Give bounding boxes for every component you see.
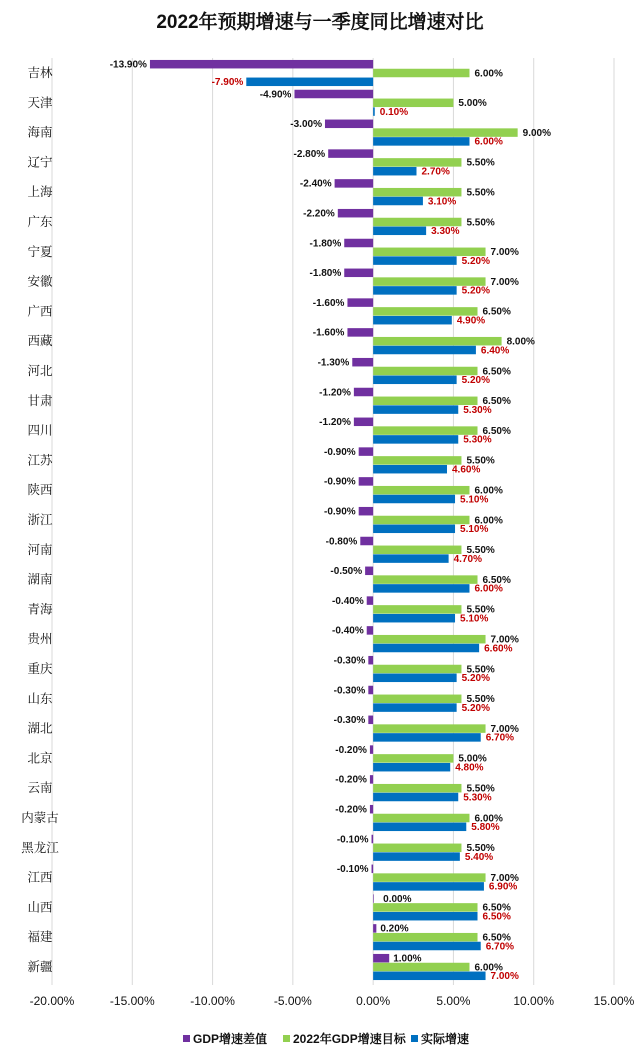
data-label-gdp-target: 6.50% [482, 366, 511, 378]
category-label: 江苏 [27, 453, 53, 468]
data-label-gdp-target: 6.50% [482, 574, 511, 586]
data-label-gdp-diff: -0.10% [336, 834, 369, 846]
data-label-actual-growth: -7.90% [211, 77, 244, 89]
bar-actual-growth [373, 435, 458, 444]
bar-gdp-diff [368, 716, 373, 725]
bar-actual-growth [373, 614, 455, 623]
data-label-gdp-diff: -0.50% [330, 566, 363, 578]
data-label-gdp-diff: -0.90% [324, 476, 356, 488]
bar-gdp-diff [325, 120, 373, 129]
data-label-gdp-target: 8.00% [506, 336, 535, 348]
data-label-gdp-diff: -0.20% [335, 774, 367, 786]
bar-actual-growth [373, 733, 481, 742]
category-label: 福建 [27, 930, 53, 945]
data-label-actual-growth: 5.20% [461, 702, 490, 714]
data-label-actual-growth: 6.40% [480, 345, 510, 357]
bar-gdp-diff [294, 90, 373, 99]
data-label-actual-growth: 5.30% [463, 434, 492, 446]
bar-gdp-target [373, 695, 461, 704]
bar-gdp-target [373, 754, 453, 763]
bar-actual-growth [373, 852, 460, 861]
bar-gdp-target [373, 69, 469, 78]
bar-actual-growth [373, 584, 469, 593]
data-label-gdp-diff: -0.40% [332, 595, 364, 607]
x-tick-label: 15.00% [593, 994, 635, 1008]
bar-actual-growth [373, 763, 450, 772]
data-label-gdp-target: 6.00% [474, 68, 503, 80]
bar-gdp-diff [372, 865, 374, 874]
bar-gdp-diff [359, 477, 373, 486]
data-label-gdp-diff: -1.60% [312, 327, 345, 339]
bar-gdp-target [373, 128, 518, 137]
data-label-gdp-diff: -0.20% [335, 744, 367, 756]
data-label-actual-growth: 5.80% [471, 822, 500, 834]
data-label-gdp-diff: -1.20% [319, 417, 351, 429]
legend-label: 实际增速 [421, 1032, 470, 1046]
bar-gdp-target [373, 516, 469, 525]
data-label-actual-growth: 4.60% [452, 464, 481, 476]
bar-gdp-diff [370, 805, 373, 814]
bar-actual-growth [373, 137, 469, 146]
bar-actual-growth [246, 78, 373, 87]
bar-actual-growth [373, 972, 485, 981]
category-label: 西藏 [27, 334, 53, 349]
data-label-gdp-diff: -1.30% [317, 357, 350, 369]
data-label-actual-growth: 5.30% [463, 792, 492, 804]
data-label-actual-growth: 2.70% [421, 166, 450, 178]
bar-gdp-target [373, 635, 485, 644]
data-label-gdp-diff: -0.40% [332, 625, 364, 637]
bar-actual-growth [373, 197, 423, 206]
bar-gdp-target [373, 188, 461, 197]
data-label-actual-growth: 6.70% [485, 732, 515, 744]
data-label-actual-growth: 7.00% [490, 971, 519, 983]
category-label: 浙江 [27, 513, 53, 527]
data-label-actual-growth: 6.60% [484, 643, 513, 655]
data-label-actual-growth: 5.10% [460, 494, 489, 506]
bar-gdp-diff [347, 298, 373, 307]
data-label-gdp-target: 5.00% [458, 753, 487, 765]
data-label-gdp-target: 5.00% [458, 98, 487, 110]
bar-gdp-diff [368, 656, 373, 665]
bar-gdp-target [373, 397, 477, 406]
data-label-actual-growth: 6.90% [488, 881, 518, 893]
category-label: 贵州 [27, 632, 53, 647]
data-label-actual-growth: 5.20% [461, 285, 490, 297]
category-label: 青海 [27, 602, 53, 617]
bar-gdp-diff [150, 60, 373, 68]
data-label-gdp-target: 5.50% [466, 545, 495, 557]
bar-gdp-diff [352, 358, 373, 367]
data-label-gdp-diff: -1.80% [309, 268, 342, 280]
data-label-gdp-target: 6.50% [482, 306, 511, 318]
bar-gdp-diff [359, 447, 373, 456]
bar-gdp-target [373, 158, 461, 167]
bar-gdp-target [373, 337, 501, 346]
category-label: 宁夏 [27, 244, 53, 259]
x-tick-label: 5.00% [436, 994, 471, 1008]
bar-gdp-diff [359, 507, 373, 516]
data-label-gdp-target: 5.50% [466, 187, 495, 199]
data-label-gdp-diff: -13.90% [109, 59, 147, 71]
category-label: 吉林 [27, 66, 53, 80]
category-label: 四川 [27, 423, 53, 438]
x-tick-label: 10.00% [513, 994, 555, 1008]
bar-gdp-target [373, 844, 461, 853]
data-label-actual-growth: 6.00% [474, 136, 503, 148]
category-label: 云南 [27, 781, 53, 796]
legend-label: GDP增速差值 [193, 1032, 268, 1046]
bar-actual-growth [373, 286, 456, 295]
bar-gdp-diff [367, 596, 373, 605]
bar-gdp-diff [365, 567, 373, 576]
data-label-gdp-diff: 0.00% [383, 893, 412, 905]
data-label-actual-growth: 6.70% [485, 941, 515, 953]
bar-gdp-target [373, 426, 477, 435]
bar-gdp-diff [370, 745, 373, 754]
data-label-gdp-diff: -0.30% [333, 655, 366, 667]
data-label-gdp-diff: -3.00% [290, 119, 322, 131]
data-label-gdp-target: 5.50% [466, 455, 495, 467]
data-label-actual-growth: 3.10% [427, 196, 457, 208]
bar-gdp-diff [328, 149, 373, 158]
data-label-gdp-target: 7.00% [490, 247, 519, 259]
data-label-actual-growth: 6.50% [482, 911, 511, 923]
data-label-gdp-target: 5.50% [466, 783, 495, 795]
bar-gdp-target [373, 248, 485, 256]
bar-actual-growth [373, 376, 456, 385]
data-label-actual-growth: 5.20% [461, 673, 490, 685]
data-label-actual-growth: 5.20% [461, 255, 490, 267]
x-tick-label: 0.00% [356, 994, 391, 1008]
x-tick-label: -10.00% [190, 994, 235, 1008]
data-label-gdp-diff: 1.00% [393, 953, 422, 965]
data-label-gdp-target: 7.00% [490, 276, 519, 288]
data-label-gdp-target: 6.50% [482, 396, 511, 408]
bar-actual-growth [373, 256, 456, 265]
bar-gdp-diff [354, 418, 373, 427]
bar-gdp-target [373, 575, 477, 584]
bar-gdp-diff [373, 894, 374, 903]
bar-actual-growth [373, 465, 447, 474]
data-label-actual-growth: 6.00% [474, 583, 503, 595]
legend-swatch [283, 1035, 290, 1042]
bar-gdp-target [373, 784, 461, 793]
data-label-gdp-diff: -0.90% [324, 506, 356, 518]
category-label: 安徽 [27, 274, 53, 289]
data-label-gdp-diff: -4.90% [259, 89, 292, 101]
data-label-gdp-target: 6.00% [474, 813, 503, 825]
x-tick-label: -20.00% [29, 994, 75, 1008]
bar-gdp-target [373, 456, 461, 465]
legend-label: 2022年GDP增速目标 [293, 1032, 406, 1046]
category-label: 黑龙江 [21, 840, 59, 855]
bar-gdp-diff [344, 239, 373, 248]
category-label: 湖北 [27, 721, 53, 736]
bar-gdp-diff [338, 209, 373, 218]
bar-actual-growth [373, 674, 456, 683]
data-label-gdp-diff: -0.30% [333, 685, 366, 697]
category-label: 天津 [27, 95, 53, 110]
bar-gdp-diff [372, 835, 374, 844]
bar-actual-growth [373, 227, 426, 236]
chart-title: 2022年预期增速与一季度同比增速对比 [156, 12, 484, 33]
data-label-gdp-diff: -1.60% [312, 297, 345, 309]
category-label: 辽宁 [27, 155, 53, 170]
data-label-gdp-target: 5.50% [466, 664, 495, 676]
data-label-gdp-target: 9.00% [522, 127, 552, 139]
category-label: 甘肃 [27, 393, 53, 408]
data-label-gdp-diff: -0.90% [324, 446, 356, 458]
data-label-gdp-target: 5.50% [466, 694, 495, 706]
bar-actual-growth [373, 107, 375, 116]
category-label: 内蒙古 [21, 811, 59, 825]
data-label-gdp-target: 7.00% [490, 872, 519, 884]
bar-actual-growth [373, 167, 416, 176]
bar-actual-growth [373, 554, 448, 563]
category-label: 江西 [27, 870, 53, 885]
data-label-actual-growth: 4.90% [456, 315, 486, 327]
bar-gdp-diff [367, 626, 373, 635]
legend-swatch [183, 1035, 190, 1042]
data-label-actual-growth: 4.80% [455, 762, 484, 774]
data-label-gdp-target: 7.00% [490, 634, 519, 646]
data-label-gdp-diff: -0.10% [336, 864, 369, 876]
data-label-actual-growth: 5.20% [461, 375, 490, 387]
bar-gdp-target [373, 277, 485, 286]
data-label-gdp-diff: -1.20% [319, 387, 351, 399]
data-label-gdp-diff: -0.20% [335, 804, 367, 816]
bar-gdp-target [373, 605, 461, 614]
bar-actual-growth [373, 346, 476, 355]
data-label-gdp-diff: -1.80% [309, 238, 342, 250]
category-label: 山西 [27, 900, 53, 915]
data-label-actual-growth: 5.10% [460, 524, 489, 536]
bar-actual-growth [373, 525, 455, 534]
category-label: 上海 [27, 185, 53, 200]
data-label-gdp-diff: -2.80% [293, 148, 326, 160]
data-label-actual-growth: 0.10% [379, 106, 409, 118]
bar-gdp-target [373, 486, 469, 495]
data-label-gdp-target: 6.00% [474, 515, 503, 527]
bar-gdp-target [373, 546, 461, 555]
legend-swatch [411, 1035, 418, 1042]
bar-actual-growth [373, 495, 455, 504]
bar-gdp-target [373, 307, 477, 316]
bar-actual-growth [373, 823, 466, 832]
category-label: 湖南 [27, 572, 53, 587]
bar-gdp-target [373, 873, 485, 882]
bar-gdp-diff [373, 954, 389, 963]
bar-actual-growth [373, 316, 452, 325]
data-label-gdp-target: 6.00% [474, 485, 503, 497]
data-label-actual-growth: 4.70% [453, 553, 482, 565]
bar-gdp-target [373, 814, 469, 823]
category-label: 陕西 [27, 483, 53, 498]
bar-actual-growth [373, 793, 458, 802]
legend [183, 1031, 469, 1046]
data-label-gdp-target: 5.50% [466, 217, 495, 229]
data-label-gdp-target: 5.50% [466, 604, 495, 616]
bar-gdp-diff [373, 924, 376, 933]
data-label-gdp-target: 5.50% [466, 157, 495, 169]
data-label-gdp-target: 7.00% [490, 723, 519, 735]
category-label: 河北 [27, 364, 53, 378]
category-label: 北京 [27, 751, 53, 766]
data-label-actual-growth: 3.30% [431, 226, 460, 238]
bar-gdp-diff [344, 269, 373, 278]
bar-gdp-target [373, 218, 461, 227]
bar-gdp-target [373, 665, 461, 674]
data-label-gdp-target: 6.00% [474, 962, 503, 974]
data-label-gdp-target: 6.50% [482, 425, 511, 437]
data-label-gdp-target: 6.50% [482, 902, 511, 914]
bar-gdp-diff [335, 179, 374, 188]
bar-actual-growth [373, 882, 484, 891]
category-label: 重庆 [27, 662, 53, 676]
bar-gdp-target [373, 99, 453, 108]
category-label: 新疆 [27, 960, 53, 974]
x-tick-label: -5.00% [273, 994, 312, 1008]
data-label-gdp-diff: 0.20% [380, 923, 409, 935]
x-tick-label: -15.00% [109, 994, 155, 1008]
bar-gdp-diff [360, 537, 373, 546]
data-label-gdp-target: 6.50% [482, 932, 511, 944]
bar-gdp-target [373, 367, 477, 376]
category-label: 山东 [27, 691, 53, 706]
data-label-gdp-diff: -0.80% [325, 536, 358, 548]
bar-gdp-target [373, 724, 485, 733]
data-label-actual-growth: 5.30% [463, 404, 492, 416]
bar-gdp-diff [354, 388, 373, 397]
category-label: 广西 [27, 304, 53, 319]
bar-gdp-diff [370, 775, 373, 784]
data-label-actual-growth: 5.40% [464, 851, 494, 863]
bar-gdp-diff [347, 328, 373, 337]
bar-actual-growth [373, 644, 479, 653]
bar-actual-growth [373, 912, 477, 921]
bar-actual-growth [373, 703, 456, 712]
category-label: 广东 [27, 215, 53, 229]
data-label-gdp-diff: -0.30% [333, 715, 366, 727]
bar-actual-growth [373, 405, 458, 414]
data-label-gdp-target: 5.50% [466, 843, 495, 855]
data-label-actual-growth: 5.10% [460, 613, 489, 625]
bar-gdp-diff [368, 686, 373, 695]
category-label: 海南 [27, 125, 53, 140]
category-label: 河南 [27, 542, 53, 557]
data-label-gdp-diff: -2.20% [303, 208, 335, 220]
data-label-gdp-diff: -2.40% [299, 178, 332, 190]
bar-actual-growth [373, 942, 481, 951]
